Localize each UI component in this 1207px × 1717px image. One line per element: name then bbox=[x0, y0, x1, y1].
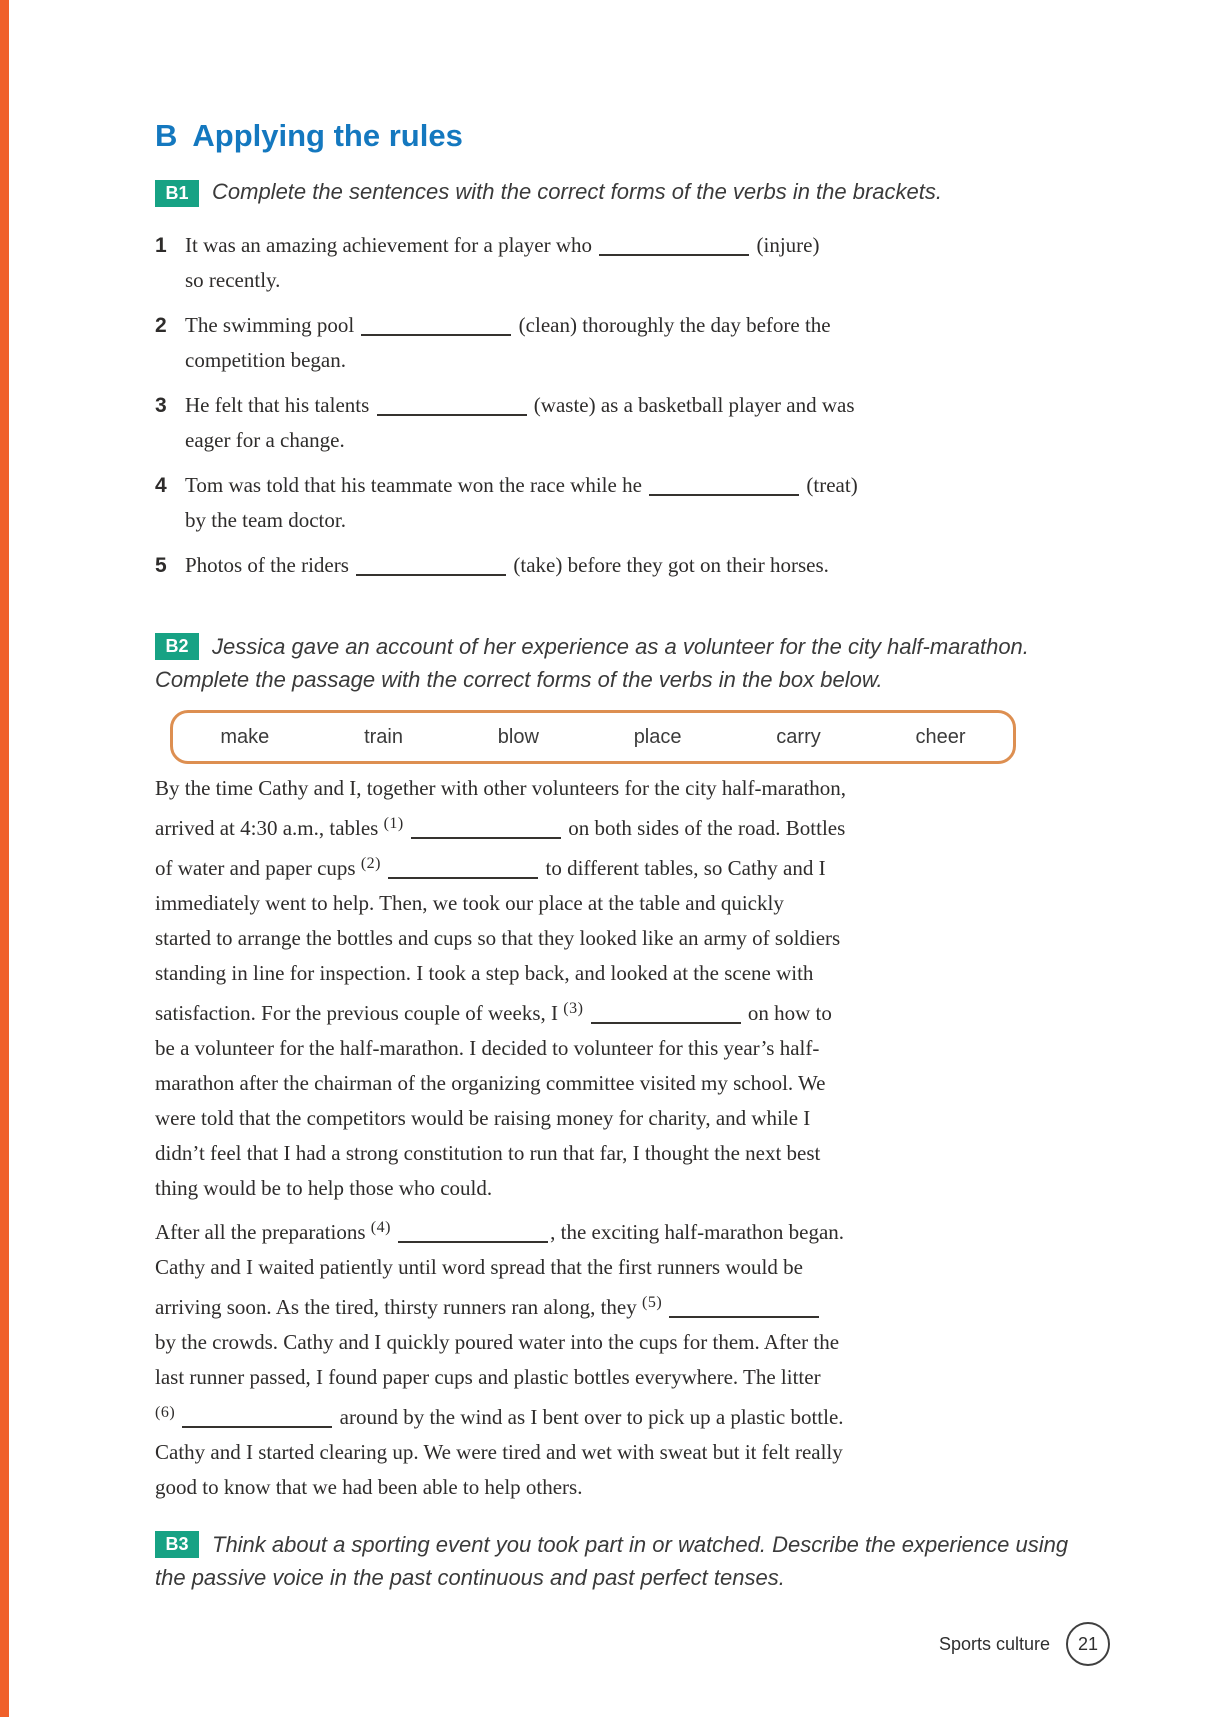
blank-line bbox=[599, 241, 749, 256]
passage-line: arrived at 4:30 a.m., tables $^{(1)}$ on both sides of the road. Bottles bbox=[155, 815, 846, 840]
item-text bbox=[185, 548, 829, 583]
blank-line bbox=[356, 561, 506, 576]
b2-instruction-row bbox=[155, 630, 1029, 663]
section-letter: B bbox=[155, 118, 178, 153]
blank-number: (5) bbox=[642, 1294, 663, 1311]
blank-line bbox=[591, 1009, 741, 1024]
blank-line bbox=[669, 1303, 819, 1318]
item-number: 3 bbox=[155, 394, 167, 417]
blank-line bbox=[388, 864, 538, 879]
item-text bbox=[185, 308, 831, 378]
item-text bbox=[185, 228, 819, 298]
passage-line: satisfaction. For the previous couple of weeks, I $^{(3)}$ on how to bbox=[155, 1000, 832, 1025]
item-line: The swimming pool (clean) thoroughly the day before the bbox=[185, 313, 831, 337]
b1-instruction-row bbox=[155, 177, 942, 207]
exercise-item bbox=[155, 308, 858, 378]
exercise-item bbox=[155, 468, 858, 538]
b2-instruction-line1: Jessica gave an account of her experience as a volunteer for the city half-marathon. bbox=[212, 634, 1029, 659]
item-line: Photos of the riders (take) before they got on their horses. bbox=[185, 553, 829, 577]
passage-line: By the time Cathy and I, together with other volunteers for the city half-marathon, bbox=[155, 776, 847, 800]
b3-instruction-row bbox=[155, 1528, 1068, 1561]
page-footer bbox=[155, 1622, 1110, 1666]
verb-box bbox=[170, 710, 1016, 764]
blank-line bbox=[377, 401, 527, 416]
item-text bbox=[185, 468, 858, 538]
b3-instruction-line1: Think about a sporting event you took part in or watched. Describe the experience using bbox=[212, 1532, 1069, 1557]
b2-instruction-block bbox=[155, 630, 1029, 696]
item-number: 1 bbox=[155, 234, 167, 257]
passage-line: $^{(6)}$ around by the wind as I bent over to pick up a plastic bottle. bbox=[155, 1404, 844, 1429]
verb-option: carry bbox=[776, 725, 821, 748]
passage-line: marathon after the chairman of the organizing committee visited my school. We bbox=[155, 1071, 826, 1095]
blank-number: (3) bbox=[563, 1000, 584, 1017]
blank-line bbox=[361, 321, 511, 336]
blank-line bbox=[398, 1228, 548, 1243]
exercise-item bbox=[155, 548, 858, 583]
b3-instruction-block bbox=[155, 1528, 1068, 1594]
verb-option: blow bbox=[497, 725, 539, 748]
verb-option: cheer bbox=[915, 725, 966, 748]
b1-badge: B1 bbox=[155, 180, 199, 207]
passage-line: were told that the competitors would be raising money for charity, and while I bbox=[155, 1106, 811, 1130]
passage-line: immediately went to help. Then, we took our place at the table and quickly bbox=[155, 891, 784, 915]
section-title: Applying the rules bbox=[192, 118, 463, 153]
item-line: so recently. bbox=[185, 268, 281, 292]
item-line: Tom was told that his teammate won the race while he (treat) bbox=[185, 473, 858, 497]
verb-option: make bbox=[220, 725, 270, 748]
passage-line: started to arrange the bottles and cups so that they looked like an army of soldiers bbox=[155, 926, 841, 950]
item-line: He felt that his talents (waste) as a basketball player and was bbox=[185, 393, 855, 417]
item-number: 2 bbox=[155, 314, 167, 337]
item-line: by the team doctor. bbox=[185, 508, 346, 532]
page-number-badge: 21 bbox=[1066, 1622, 1110, 1666]
item-number: 4 bbox=[155, 474, 167, 497]
b1-instruction: Complete the sentences with the correct forms of the verbs in the brackets. bbox=[212, 179, 943, 204]
passage-line: standing in line for inspection. I took a step back, and looked at the scene with bbox=[155, 961, 814, 985]
passage-line: last runner passed, I found paper cups and plastic bottles everywhere. The litter bbox=[155, 1365, 821, 1389]
left-edge-strip bbox=[0, 0, 9, 1717]
blank-number: (2) bbox=[360, 855, 381, 872]
blank-number: (6) bbox=[155, 1404, 176, 1421]
blank-number: (1) bbox=[383, 815, 404, 832]
item-line: It was an amazing achievement for a player who (injure) bbox=[185, 233, 820, 257]
b2-badge: B2 bbox=[155, 633, 199, 660]
b3-badge: B3 bbox=[155, 1531, 199, 1558]
passage-line: Cathy and I waited patiently until word spread that the first runners would be bbox=[155, 1255, 803, 1279]
verb-option: place bbox=[633, 725, 682, 748]
b1-items bbox=[155, 228, 858, 593]
item-line: competition began. bbox=[185, 348, 346, 372]
blank-line bbox=[182, 1413, 332, 1428]
b2-instruction-line2: Complete the passage with the correct forms of the verbs in the box below. bbox=[155, 667, 883, 692]
verb-option: train bbox=[364, 725, 403, 748]
blank-line bbox=[649, 481, 799, 496]
b3-instruction-line2: the passive voice in the past continuous and past perfect tenses. bbox=[155, 1565, 785, 1590]
item-line: eager for a change. bbox=[185, 428, 345, 452]
passage-line: of water and paper cups $^{(2)}$ to different tables, so Cathy and I bbox=[155, 855, 826, 880]
footer-label: Sports culture bbox=[938, 1633, 1050, 1654]
passage-paragraph-2 bbox=[155, 1210, 844, 1505]
passage-paragraph-1 bbox=[155, 771, 846, 1206]
blank-number: (4) bbox=[370, 1219, 391, 1236]
passage-line: didn’t feel that I had a strong constitution to run that far, I thought the next best bbox=[155, 1141, 821, 1165]
passage-line: by the crowds. Cathy and I quickly poured water into the cups for them. After the bbox=[155, 1330, 840, 1354]
item-number: 5 bbox=[155, 554, 167, 577]
passage-line: good to know that we had been able to help others. bbox=[155, 1475, 583, 1499]
item-text bbox=[185, 388, 855, 458]
passage-line: After all the preparations $^{(4)}$ , the exciting half-marathon began. bbox=[155, 1219, 845, 1244]
passage-line: thing would be to help those who could. bbox=[155, 1176, 493, 1200]
passage-line: arriving soon. As the tired, thirsty runners ran along, they $^{(5)}$ bbox=[155, 1285, 844, 1325]
exercise-item bbox=[155, 228, 858, 298]
exercise-item bbox=[155, 388, 858, 458]
blank-line bbox=[411, 824, 561, 839]
passage-line: be a volunteer for the half-marathon. I decided to volunteer for this year’s half- bbox=[155, 1036, 820, 1060]
passage-line: Cathy and I started clearing up. We were tired and wet with sweat but it felt really bbox=[155, 1440, 843, 1464]
section-heading bbox=[155, 119, 463, 153]
page-content bbox=[155, 0, 1120, 1717]
